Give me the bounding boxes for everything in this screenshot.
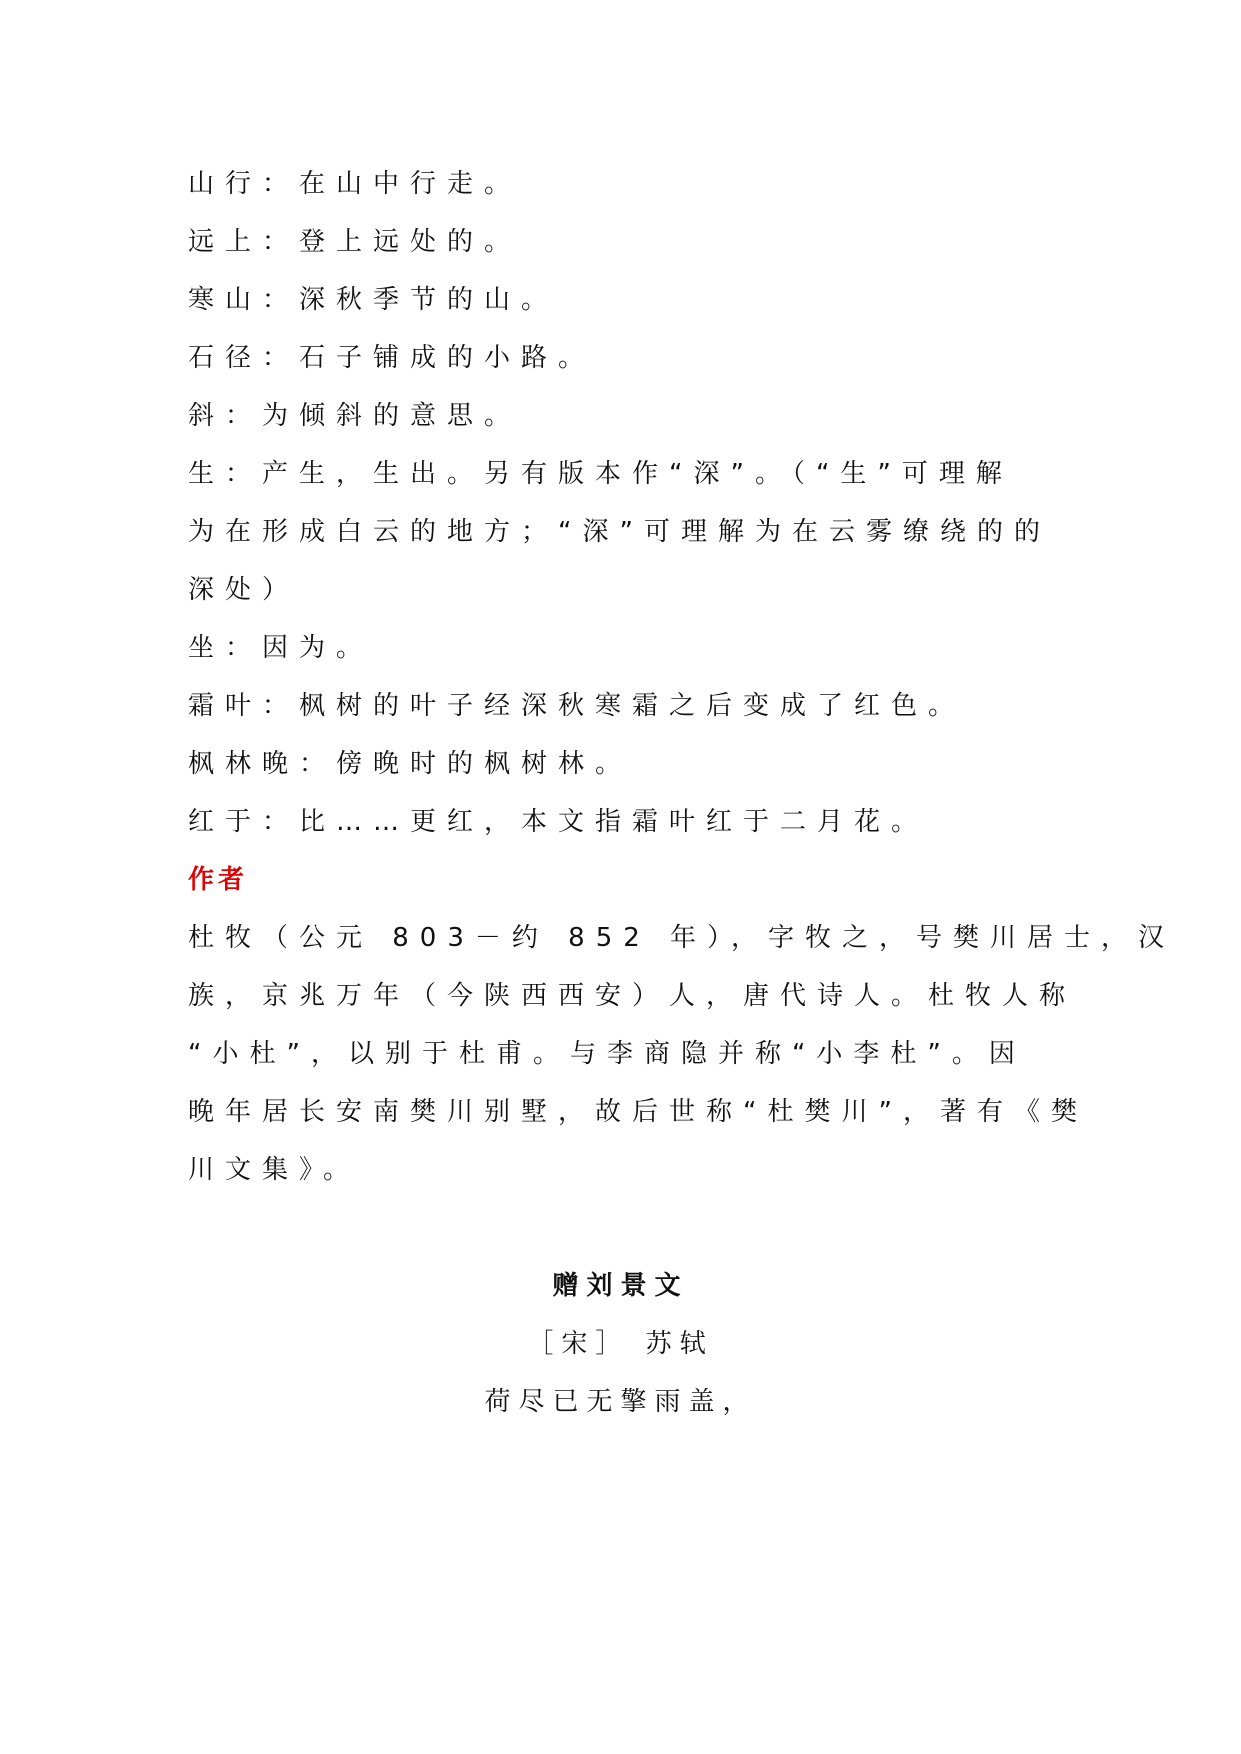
author-bio-line: 杜牧（公元 803－约 852 年），字牧之，号樊川居士，汉 [188, 923, 1176, 953]
author-heading: 作者 [188, 865, 249, 895]
note-line-xie: 斜：为倾斜的意思。 [188, 401, 522, 431]
author-bio-line: “小杜”，以别于杜甫。与李商隐并称“小李杜”。因 [188, 1039, 1026, 1069]
author-bio-line: 族，京兆万年（今陕西西安）人，唐代诗人。杜牧人称 [188, 981, 1077, 1011]
note-line-shanxing: 山行：在山中行走。 [188, 169, 522, 199]
poem-title: 赠刘景文 [552, 1271, 689, 1301]
poem-author: ［宋］ 苏轼 [527, 1329, 714, 1359]
note-line-fenglinwan: 枫林晚：傍晚时的枫树林。 [188, 749, 633, 779]
note-line-zuo: 坐：因为。 [188, 633, 374, 663]
note-line-sheng: 生：产生，生出。另有版本作“深”。（“生”可理解 [188, 459, 1013, 489]
author-bio-line: 川文集》。 [188, 1155, 361, 1185]
note-line-hongyu: 红于：比……更红，本文指霜叶红于二月花。 [188, 807, 929, 837]
note-line-shijing: 石径：石子铺成的小路。 [188, 343, 596, 373]
note-line-yuanshang: 远上：登上远处的。 [188, 227, 522, 257]
poem-first-line: 荷尽已无擎雨盖， [484, 1387, 757, 1417]
note-line-sheng-cont: 为在形成白云的地方；“深”可理解为在云雾缭绕的的 [188, 517, 1051, 547]
author-bio-line: 晚年居长安南樊川别墅，故后世称“杜樊川”，著有《樊 [188, 1097, 1088, 1127]
note-line-shuangye: 霜叶：枫树的叶子经深秋寒霜之后变成了红色。 [188, 691, 966, 721]
note-line-sheng-end: 深处） [188, 575, 300, 605]
note-line-hanshan: 寒山：深秋季节的山。 [188, 285, 559, 315]
